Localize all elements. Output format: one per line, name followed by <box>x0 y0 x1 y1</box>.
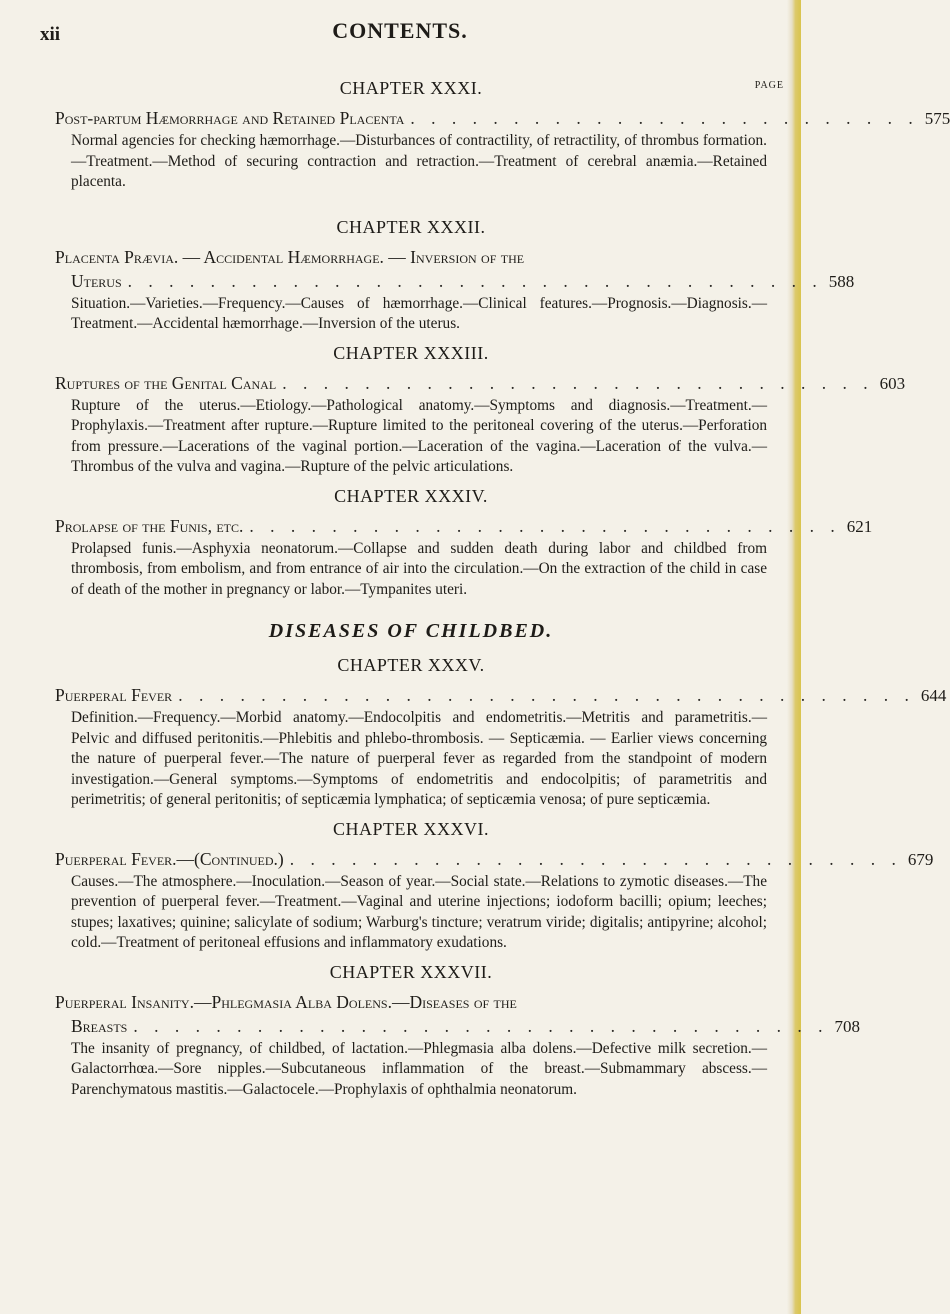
chapter-title-continuation: Breasts <box>71 1015 128 1036</box>
chapter-title-text: Puerperal Insanity.—Phlegmasia Alba Dolens.—Diseases of the <box>55 991 517 1012</box>
chapter-title-continuation: Uterus <box>71 270 122 291</box>
leader-dots: . . . . . . . . . . . . . . . . . . . . . . . . . <box>410 108 919 128</box>
section-title: DISEASES OF CHILDBED. <box>268 620 554 642</box>
chapter-title-text: Puerperal Fever.—(Continued.) <box>55 848 284 869</box>
leader-dots: . . . . . . . . . . . . . . . . . . . . . . . . . . . . . <box>249 515 841 536</box>
chapter-heading: CHAPTER XXXV. <box>337 655 485 675</box>
chapter-entry <box>55 215 855 335</box>
chapter-description: Normal agencies for checking hæmorrhage.—Disturbances of contractility, of retractility, of thrombus formation.—Treatment.—Method of securing contraction and retraction.—Treatment of cerebral anæmia.—Retained placenta. <box>71 132 767 190</box>
chapter-page: 708 <box>834 1016 860 1036</box>
page-column-label: PAGE <box>754 80 784 91</box>
chapter-page: 588 <box>828 271 855 291</box>
chapter-description: The insanity of pregnancy, of childbed, of lactation.—Phlegmasia alba dolens.—Defective milk secretion.—Galactorrhœa.—Sore nipples.—Subcutaneous inflammation of the breast.—Submammary abscess.—Parenchymatous mastitis.—Galactocele.—Prophylaxis of ophthalmia neonatorum. <box>71 1039 767 1098</box>
chapter-title-text: Prolapse of the Funis, etc. <box>55 515 244 536</box>
chapter-entry <box>55 341 906 478</box>
chapter-page: 644 <box>920 686 947 705</box>
chapter-heading: CHAPTER XXXIII. <box>333 342 489 363</box>
chapter-title <box>55 990 860 1039</box>
chapter-title-text: Ruptures of the Genital Canal <box>55 372 277 393</box>
chapter-heading: CHAPTER XXXII. <box>336 216 486 237</box>
chapter-entry <box>55 484 873 601</box>
running-title: CONTENTS. <box>332 18 468 43</box>
chapter-title <box>55 371 906 396</box>
chapter-title <box>55 683 947 708</box>
chapter-title-text: Placenta Prævia. — Accidental Hæmorrhage. — Inversion of the <box>55 246 525 267</box>
chapter-title <box>55 245 855 294</box>
chapter-entry <box>55 960 860 1101</box>
chapter-title-text: Post-partum Hæmorrhage and Retained Placenta <box>55 108 405 128</box>
leader-dots: . . . . . . . . . . . . . . . . . . . . . . . . . . . . . <box>282 372 874 393</box>
chapter-description: Causes.—The atmosphere.—Inoculation.—Season of year.—Social state.—Relations to zymotic diseases.—The prevention of puerperal fever.—Treatment.—Vaginal and uterine injections; iodoform bacilli; opium; leeches; stupes; laxatives; quinine; salicylate of sodium; Warburg's tincture; veratrum viride; digitalis; antipyrine; alcohol; cold.—Treatment of peritoneal effusions and inflammatory exudations. <box>71 872 767 951</box>
chapter-heading: CHAPTER XXXVII. <box>329 961 493 982</box>
chapter-entry <box>55 653 947 811</box>
chapter-title-text: Puerperal Fever <box>55 685 173 705</box>
chapter-description: Prolapsed funis.—Asphyxia neonatorum.—Collapse and sudden death during labor and childbed from thrombosis, from embolism, and from entrance of air into the circulation.—On the extraction of the child in case of death of the mother in pregnancy or labor.—Tympanites uteri. <box>71 539 767 598</box>
chapter-title <box>55 847 934 872</box>
chapter-heading: CHAPTER XXXVI. <box>332 818 489 839</box>
chapter-page: 603 <box>879 373 906 393</box>
chapter-heading: CHAPTER XXXI. <box>339 78 483 98</box>
chapter-page: 621 <box>846 516 873 536</box>
chapter-page: 575 <box>924 109 950 128</box>
chapter-title <box>55 106 950 131</box>
leader-dots: . . . . . . . . . . . . . . . . . . . . . . . . . . . . . . . . . . <box>127 270 823 291</box>
leader-dots: . . . . . . . . . . . . . . . . . . . . . . . . . . . . . . . . . . . . <box>178 685 915 705</box>
chapter-description: Situation.—Varieties.—Frequency.—Causes of hæmorrhage.—Clinical features.—Prognosis.—Diagnosis.—Treatment.—Accidental hæmorrhage.—Inversion of the uterus. <box>71 294 767 332</box>
chapter-page: 679 <box>907 849 934 869</box>
leader-dots: . . . . . . . . . . . . . . . . . . . . . . . . . . . . . . . . . . <box>133 1015 829 1036</box>
page-edge <box>787 0 801 1314</box>
chapter-description: Rupture of the uterus.—Etiology.—Pathological anatomy.—Symptoms and diagnosis.—Treatment.—Prophylaxis.—Treatment after rupture.—Rupture limited to the peritoneal covering of the uterus.—Perforation from pressure.—Lacerations of the vaginal portion.—Laceration of the vagina.—Laceration of the vulva.—Thrombus of the vulva and vagina.—Rupture of the pelvic articulations. <box>71 396 767 475</box>
chapter-heading: CHAPTER XXXIV. <box>334 485 488 506</box>
page-number: xii <box>40 24 61 45</box>
chapter-entry <box>55 817 934 954</box>
chapter-description: Definition.—Frequency.—Morbid anatomy.—Endocolpitis and endometritis.—Metritis and parametritis.—Pelvic and diffused peritonitis.—Phlebitis and phlebo-thrombosis. — Septicæmia. — Earlier views concerning the nature of puerperal fever.—The nature of puerperal fever as regarded from the standpoint of modern investigation.—General symptoms.—Symptoms of endometritis and endocolpitis; of parametritis and perimetritis; of general peritonitis; of septicæmia lymphatica; of septicæmia venosa; of pure septicæmia. <box>71 709 767 808</box>
chapter-title <box>55 514 873 539</box>
leader-dots: . . . . . . . . . . . . . . . . . . . . . . . . . . . . . . <box>289 848 902 869</box>
